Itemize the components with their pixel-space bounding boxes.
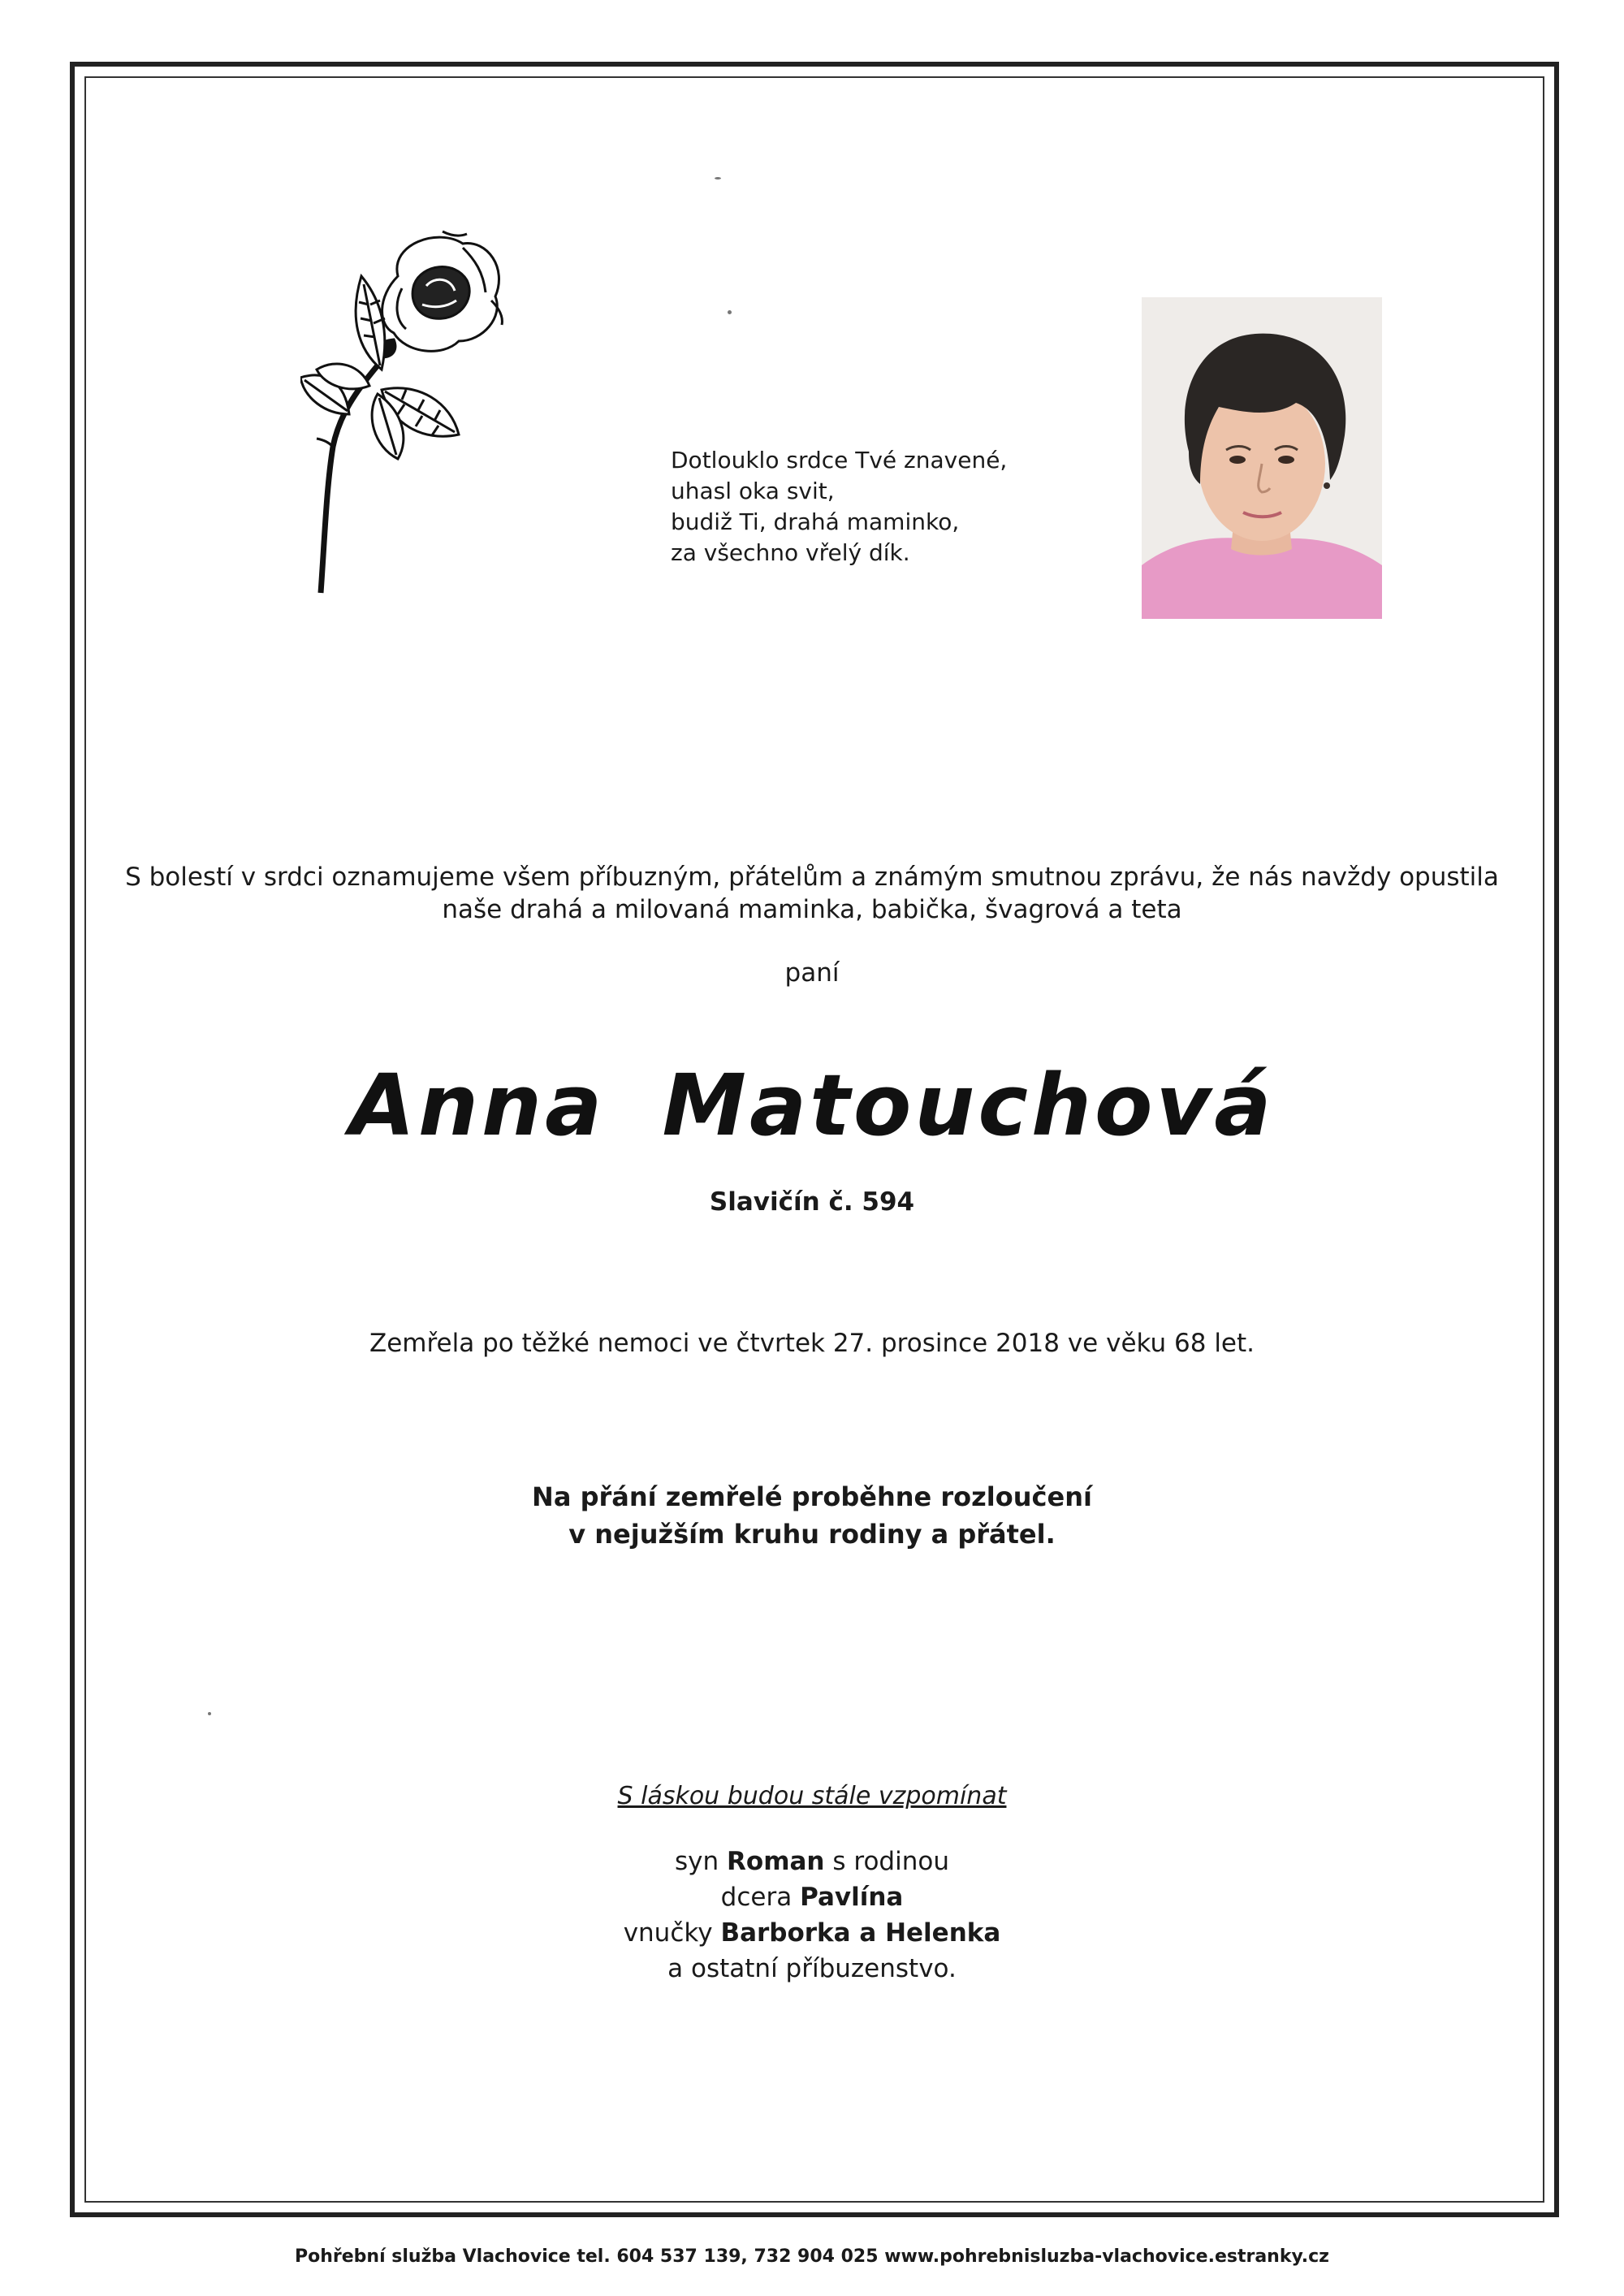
mourner-relation: syn [675,1847,719,1876]
mourners-list [122,1844,1502,1987]
poem-line: budiž Ti, drahá maminko, [671,508,960,535]
remembrance-title-text: S láskou budou stále vzpomínat [617,1782,1007,1810]
mourner-name: Barborka a Helenka [720,1918,1001,1948]
scan-speck [715,177,721,179]
mourner-name: Roman [727,1847,825,1876]
mourner-relation: dcera [720,1883,793,1912]
mourner-suffix: s rodinou [832,1847,949,1876]
title-word: paní [784,958,840,988]
farewell-line-2: v nejužším kruhu rodiny a přátel. [568,1519,1056,1550]
mourner-name: Pavlína [800,1883,904,1912]
rose-icon [300,227,520,601]
poem [671,445,1060,569]
mourner-line [122,1915,1502,1951]
announcement-line-2: naše drahá a milovaná maminka, babička, švagrová a teta [442,895,1182,924]
portrait-photo [1142,297,1382,619]
death-info: Zemřela po těžké nemoci ve čtvrtek 27. prosince 2018 ve věku 68 let. [369,1329,1255,1358]
footer: Pohřební služba Vlachovice tel. 604 537 139, 732 904 025 www.pohrebnisluzba-vlachovice.estranky.cz [294,2246,1329,2267]
announcement [122,861,1502,926]
scan-speck [208,1712,211,1715]
remembrance-title [122,1782,1502,1810]
poem-line: Dotlouklo srdce Tvé znavené, [671,447,1008,473]
scan-speck [728,310,732,314]
mourner-line [122,1879,1502,1915]
mourner-relation: a ostatní příbuzenstvo. [667,1954,957,1983]
deceased-name: Anna Matouchová [349,1056,1275,1155]
mourner-line [122,1951,1502,1987]
farewell-note [122,1478,1502,1553]
mourner-relation: vnučky [623,1918,713,1948]
poem-line: za všechno vřelý dík. [671,539,910,566]
announcement-line-1: S bolestí v srdci oznamujeme všem příbuzným, přátelům a známým smutnou zprávu, že nás navždy opustila [125,863,1499,892]
farewell-line-1: Na přání zemřelé proběhne rozloučení [532,1481,1092,1512]
mourner-line [122,1844,1502,1879]
address: Slavičín č. 594 [709,1187,915,1217]
poem-line: uhasl oka svit, [671,478,835,504]
